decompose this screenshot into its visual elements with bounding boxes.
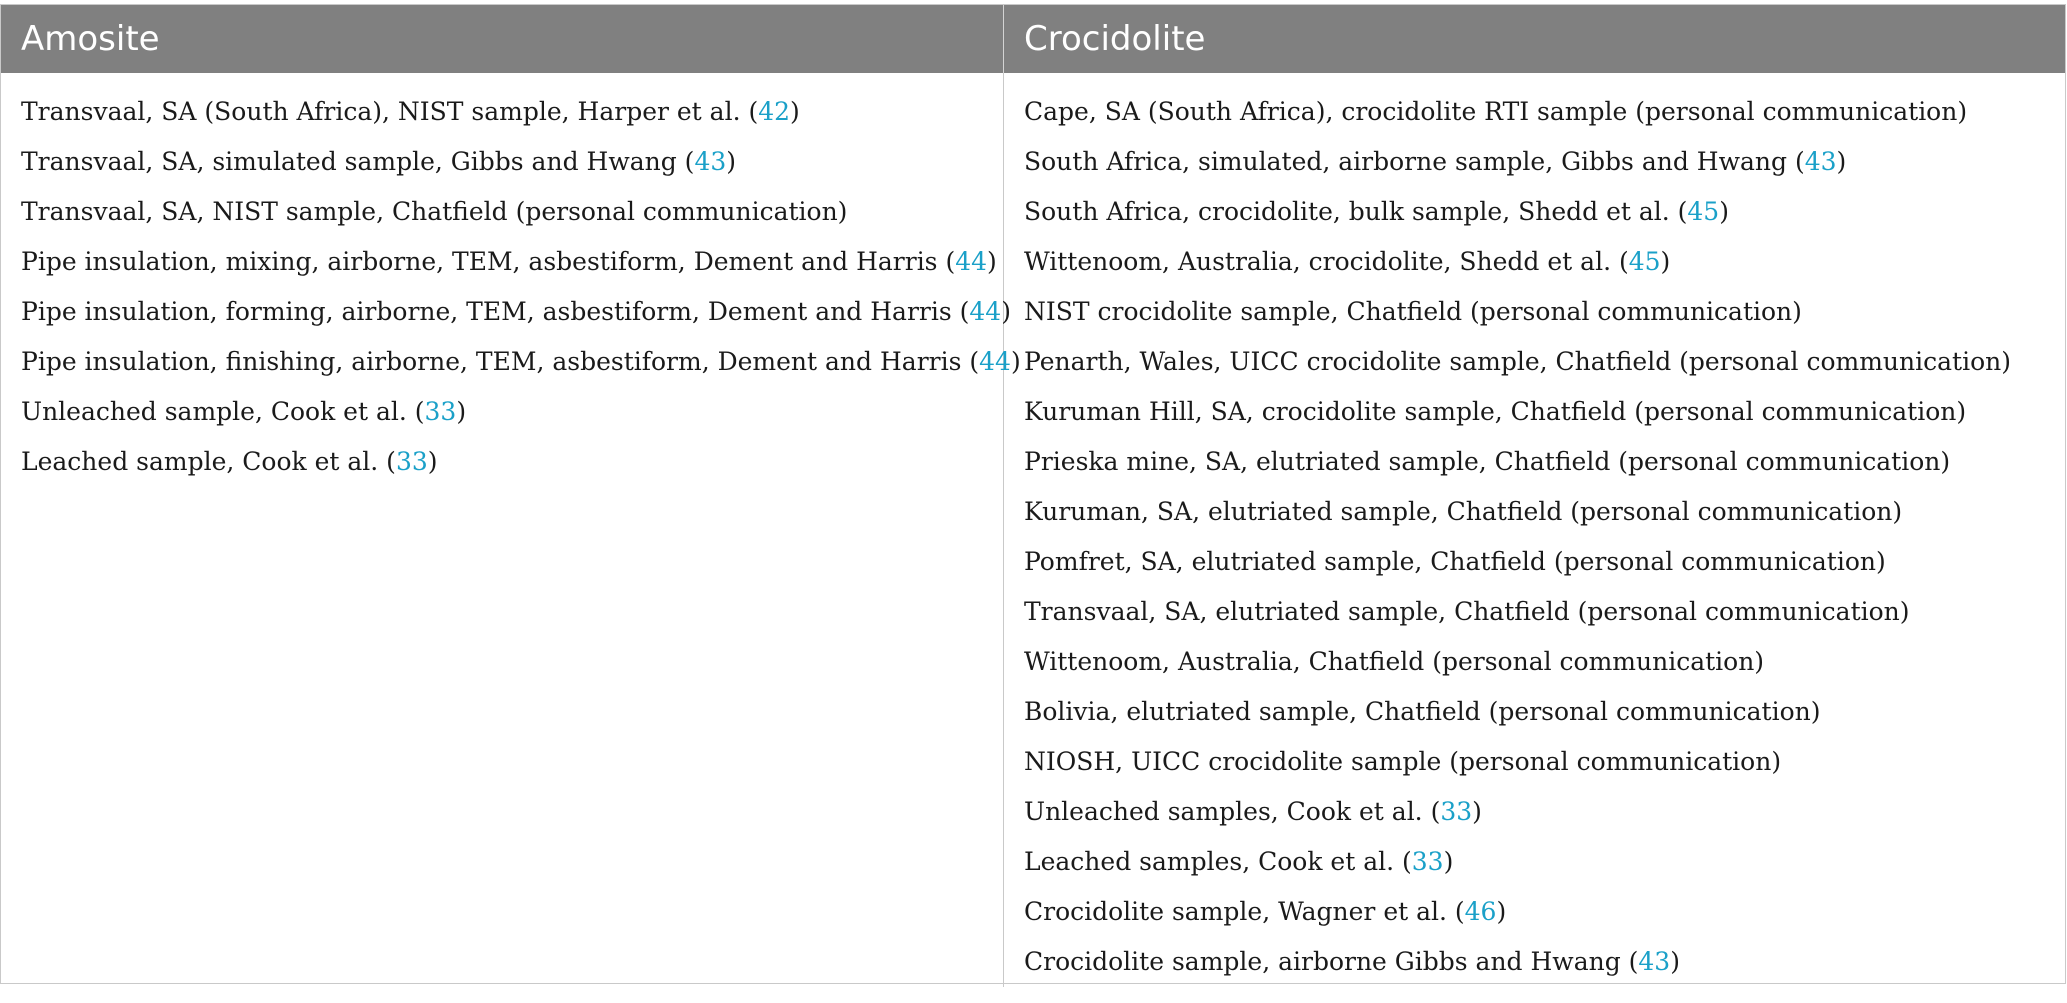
row-text: Cape, SA (South Africa), crocidolite RTI sample (personal communication): [1024, 97, 1968, 126]
reference-link[interactable]: 33: [424, 397, 457, 426]
table-row: [1024, 837, 2065, 887]
row-text: South Africa, crocidolite, bulk sample, Shedd et al. (: [1024, 197, 1688, 226]
row-text: Penarth, Wales, UICC crocidolite sample, Chatfield (personal communication): [1024, 347, 2011, 376]
table-row: [21, 337, 1021, 387]
row-text-close: ): [1660, 247, 1671, 276]
reference-link[interactable]: 33: [1440, 797, 1473, 826]
reference-link[interactable]: 43: [1638, 947, 1671, 976]
table-row: [1024, 387, 2065, 437]
row-text: Transvaal, SA, elutriated sample, Chatfield (personal communication): [1024, 597, 1910, 626]
row-text-close: ): [1472, 797, 1482, 826]
table-row: [21, 237, 1003, 287]
table-row: [1024, 337, 2065, 387]
row-text-close: ): [427, 447, 438, 476]
reference-link[interactable]: 42: [758, 97, 791, 126]
reference-link[interactable]: 45: [1687, 197, 1720, 226]
table-row: [21, 187, 1003, 237]
row-text: Wittenoom, Australia, Chatfield (personal communication): [1024, 647, 1765, 676]
row-text: Wittenoom, Australia, crocidolite, Shedd et al. (: [1024, 247, 1629, 276]
row-text-close: ): [1719, 197, 1729, 226]
table-row: [1024, 937, 2065, 987]
table-row: [1024, 87, 2065, 137]
row-text: Prieska mine, SA, elutriated sample, Chatfield (personal communication): [1024, 447, 1951, 476]
row-text: Transvaal, SA (South Africa), NIST sample, Harper et al. (: [21, 97, 759, 126]
row-text: NIOSH, UICC crocidolite sample (personal communication): [1024, 747, 1782, 776]
row-text: Pipe insulation, mixing, airborne, TEM, asbestiform, Dement and Harris (: [21, 247, 956, 276]
row-text: Crocidolite sample, airborne Gibbs and Hwang (: [1024, 947, 1639, 976]
row-text-close: ): [1836, 147, 1847, 176]
row-text: NIST crocidolite sample, Chatfield (personal communication): [1024, 297, 1802, 326]
table-row: [1024, 437, 2065, 487]
table-row: [1024, 537, 2065, 587]
row-text: South Africa, simulated, airborne sample, Gibbs and Hwang (: [1024, 147, 1805, 176]
table-row: [1024, 487, 2065, 537]
header-amosite: Amosite: [1, 5, 1004, 73]
reference-link[interactable]: 43: [1804, 147, 1837, 176]
table-row: [1024, 587, 2065, 637]
table-row: [1024, 287, 2065, 337]
table-row: [21, 387, 1003, 437]
reference-link[interactable]: 33: [1411, 847, 1444, 876]
row-text: Pipe insulation, forming, airborne, TEM, asbestiform, Dement and Harris (: [21, 297, 970, 326]
row-text-close: ): [1010, 347, 1021, 376]
crocidolite-column: [1004, 73, 2065, 987]
header-crocidolite: Crocidolite: [1004, 5, 2065, 73]
table-row: [21, 87, 1003, 137]
table-row: [1024, 687, 2065, 737]
row-text: Bolivia, elutriated sample, Chatfield (personal communication): [1024, 697, 1821, 726]
asbestos-sample-table: [0, 4, 2066, 984]
row-text-close: ): [1443, 847, 1454, 876]
row-text-close: ): [456, 397, 467, 426]
row-text-close: ): [987, 247, 997, 276]
reference-link[interactable]: 45: [1628, 247, 1661, 276]
table-row: [1024, 637, 2065, 687]
row-text-close: ): [1496, 897, 1507, 926]
row-text: Unleached sample, Cook et al. (: [21, 397, 425, 426]
table-row: [21, 437, 1003, 487]
row-text: Pomfret, SA, elutriated sample, Chatfield (personal communication): [1024, 547, 1886, 576]
row-text: Leached sample, Cook et al. (: [21, 447, 396, 476]
reference-link[interactable]: 46: [1464, 897, 1497, 926]
row-text: Transvaal, SA, NIST sample, Chatfield (personal communication): [21, 197, 848, 226]
row-text-close: ): [1670, 947, 1680, 976]
table-row: [1024, 187, 2065, 237]
table-row: [21, 137, 1003, 187]
row-text: Crocidolite sample, Wagner et al. (: [1024, 897, 1465, 926]
table-row: [1024, 737, 2065, 787]
row-text-close: ): [1001, 297, 1011, 326]
row-text: Transvaal, SA, simulated sample, Gibbs and Hwang (: [21, 147, 695, 176]
reference-link[interactable]: 44: [969, 297, 1002, 326]
row-text-close: ): [790, 97, 800, 126]
row-text: Leached samples, Cook et al. (: [1024, 847, 1412, 876]
row-text: Kuruman, SA, elutriated sample, Chatfield (personal communication): [1024, 497, 1903, 526]
amosite-column: [1, 73, 1021, 987]
reference-link[interactable]: 43: [694, 147, 727, 176]
table-row: [21, 287, 1011, 337]
reference-link[interactable]: 44: [979, 347, 1011, 376]
table-row: [1024, 787, 2065, 837]
row-text: Kuruman Hill, SA, crocidolite sample, Chatfield (personal communication): [1024, 397, 1967, 426]
table-row: [1024, 887, 2065, 937]
row-text: Pipe insulation, finishing, airborne, TEM, asbestiform, Dement and Harris (: [21, 347, 980, 376]
reference-link[interactable]: 33: [395, 447, 428, 476]
reference-link[interactable]: 44: [955, 247, 988, 276]
row-text-close: ): [726, 147, 737, 176]
table-row: [1024, 237, 2065, 287]
table-row: [1024, 137, 2065, 187]
row-text: Unleached samples, Cook et al. (: [1024, 797, 1441, 826]
